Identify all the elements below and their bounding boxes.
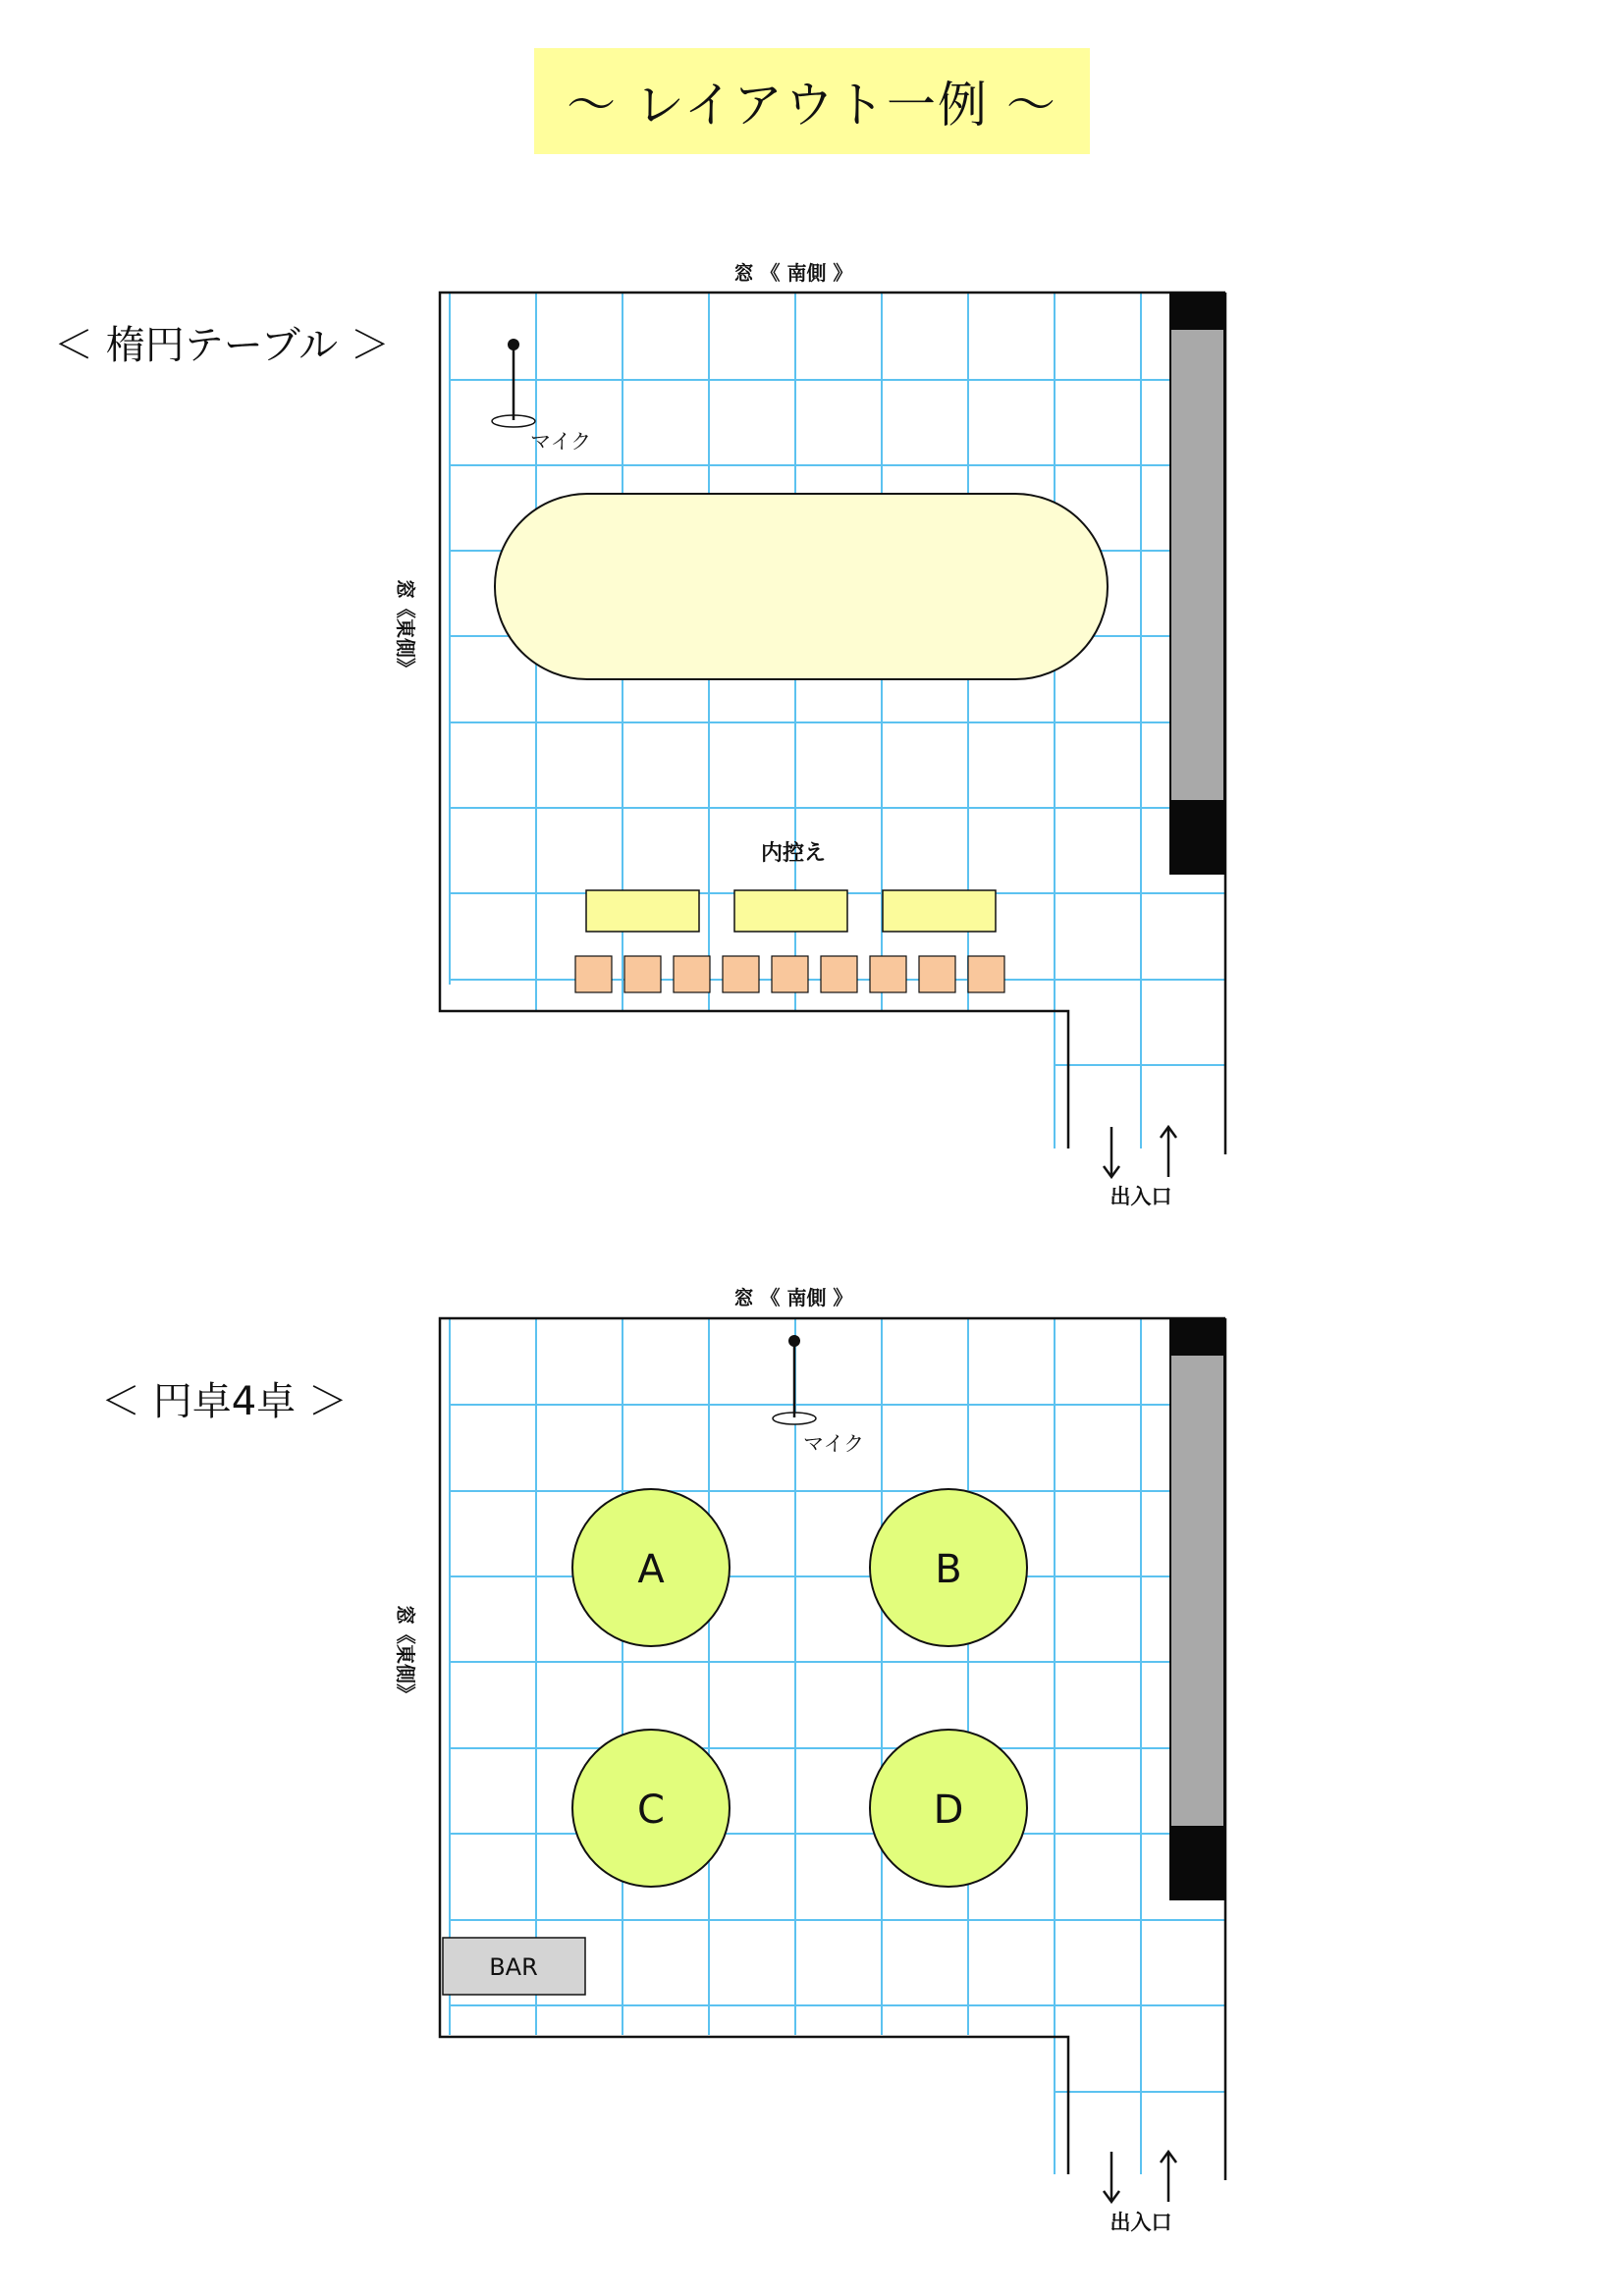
up-arrow-icon — [1161, 2152, 1176, 2202]
round-table-a — [572, 1489, 730, 1646]
window-south-label-1: 窓 《 南側 》 — [733, 261, 853, 285]
entrance-label-1: 出入口 — [1110, 1185, 1172, 1208]
table-label-a: A — [637, 1547, 665, 1592]
microphone-icon — [492, 339, 535, 427]
room-outline-1 — [440, 293, 1225, 1148]
standby-label: 内控え — [760, 841, 827, 866]
oval-table — [495, 494, 1108, 679]
oval-layout-label: ＜ 楕円テーブル ＞ — [54, 323, 390, 368]
bar-counter — [443, 1938, 585, 1995]
round-table-b — [870, 1489, 1027, 1646]
window-east-label-2: 窓《東側》 — [394, 1605, 417, 1703]
microphone-icon — [773, 1335, 816, 1424]
screen-1 — [1169, 293, 1225, 875]
screen-2 — [1169, 1318, 1225, 1900]
bar-label: BAR — [489, 1953, 538, 1981]
round-layout-label: ＜ 円卓4卓 ＞ — [101, 1379, 348, 1424]
chairs — [575, 956, 1004, 992]
window-east-label-1: 窓《東側》 — [394, 579, 417, 677]
round-table-c — [572, 1730, 730, 1887]
mic-label-2: マイク — [803, 1432, 865, 1456]
plan-oval — [394, 261, 1225, 1208]
table-label-c: C — [637, 1788, 665, 1833]
window-south-label-2: 窓 《 南側 》 — [733, 1286, 853, 1309]
table-label-d: D — [933, 1788, 964, 1833]
standby-tables — [586, 890, 996, 932]
mic-label-1: マイク — [530, 430, 592, 454]
down-arrow-icon — [1104, 1127, 1119, 1177]
plan-round — [394, 1286, 1225, 2234]
page-title: ～ レイアウト一例 ～ — [567, 77, 1057, 133]
up-arrow-icon — [1161, 1127, 1176, 1177]
round-table-d — [870, 1730, 1027, 1887]
table-label-b: B — [935, 1547, 962, 1592]
grid-1 — [450, 293, 1225, 1148]
entrance-label-2: 出入口 — [1110, 2211, 1172, 2234]
down-arrow-icon — [1104, 2152, 1119, 2202]
